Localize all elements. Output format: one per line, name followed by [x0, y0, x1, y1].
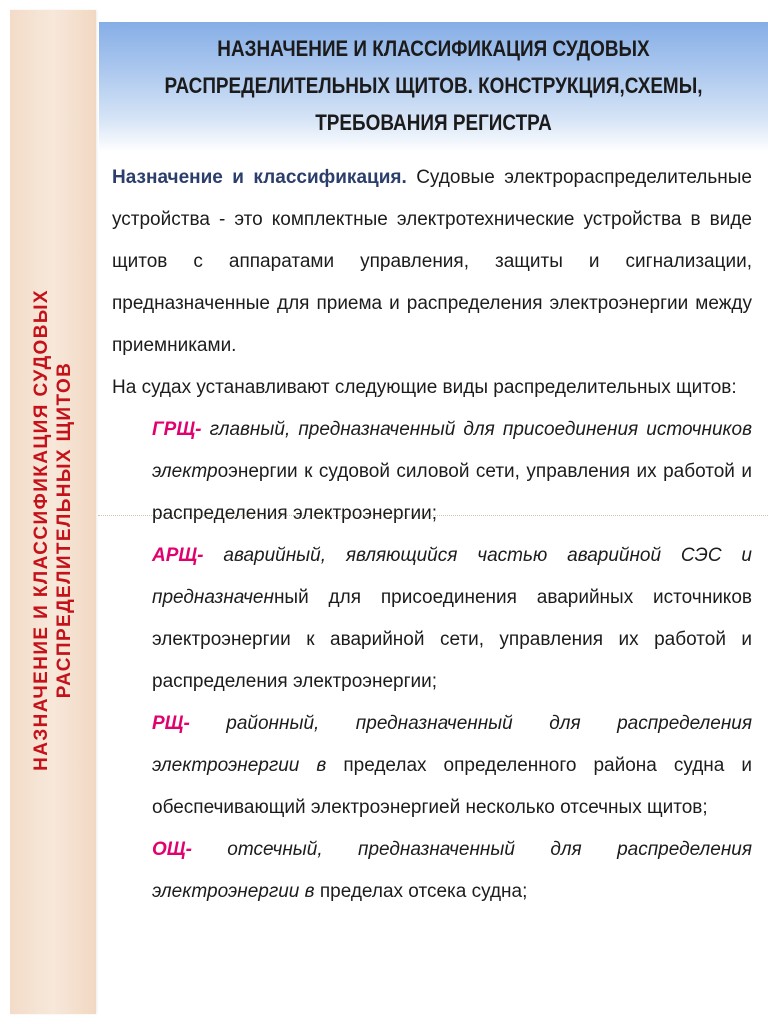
list-item-grsch [152, 409, 752, 535]
item-abbr: ГРЩ- [152, 419, 202, 440]
list-item-rsch [152, 703, 752, 829]
item-text: ный для присоединения аварийных источников электроэнергии к аварийной сети, управления их работой и распределения электроэнергии; [152, 587, 752, 692]
intro-lead: Назначение и классификация. [112, 167, 407, 188]
intro-paragraph [112, 157, 752, 367]
sidebar-title: НАЗНАЧЕНИЕ И КЛАССИФИКАЦИЯ СУДОВЫХ РАСПРЕДЕЛИТЕЛЬНЫХ ЩИТОВ [31, 289, 75, 771]
item-text: оэнергии к судовой силовой сети, управления их работой и распределения электроэнергии; [152, 461, 752, 524]
sidebar [10, 10, 96, 1014]
item-text: пределах определенного района судна и обеспечивающий электроэнергией несколько отсечных щитов; [152, 755, 752, 818]
item-abbr: РЩ- [152, 713, 190, 734]
page-title: НАЗНАЧЕНИЕ И КЛАССИФИКАЦИЯ СУДОВЫХ РАСПРЕДЕЛИТЕЛЬНЫХ ЩИТОВ. КОНСТРУКЦИЯ,СХЕМЫ, ТРЕБОВАНИЯ РЕГИСТРА [164, 36, 703, 135]
item-abbr: ОЩ- [152, 839, 192, 860]
header [99, 22, 768, 152]
list-item-arsch [152, 535, 752, 703]
item-italic: отсечный, предназначенный для распределения электроэнергии в [152, 839, 752, 902]
item-text: пределах отсека судна; [314, 881, 528, 902]
list-item-osch [152, 829, 752, 913]
list-intro: На судах устанавливают следующие виды распределительных щитов: [112, 377, 737, 398]
content [112, 157, 752, 913]
item-abbr: АРЩ- [152, 545, 204, 566]
item-italic: главный, предназначенный для присоединения источников электр [152, 419, 752, 482]
item-italic: районный, предназначенный для распределения электроэнергии в [152, 713, 752, 776]
item-italic: аварийный, являющийся частью аварийной СЭС и предназначен [152, 545, 752, 608]
intro-text: Судовые электрораспределительные устройства - это комплектные электротехнические устройства в виде щитов с аппаратами управления, защиты и сигнализации, предназначенные для приема и распределения электроэнергии между приемниками. [112, 167, 752, 356]
